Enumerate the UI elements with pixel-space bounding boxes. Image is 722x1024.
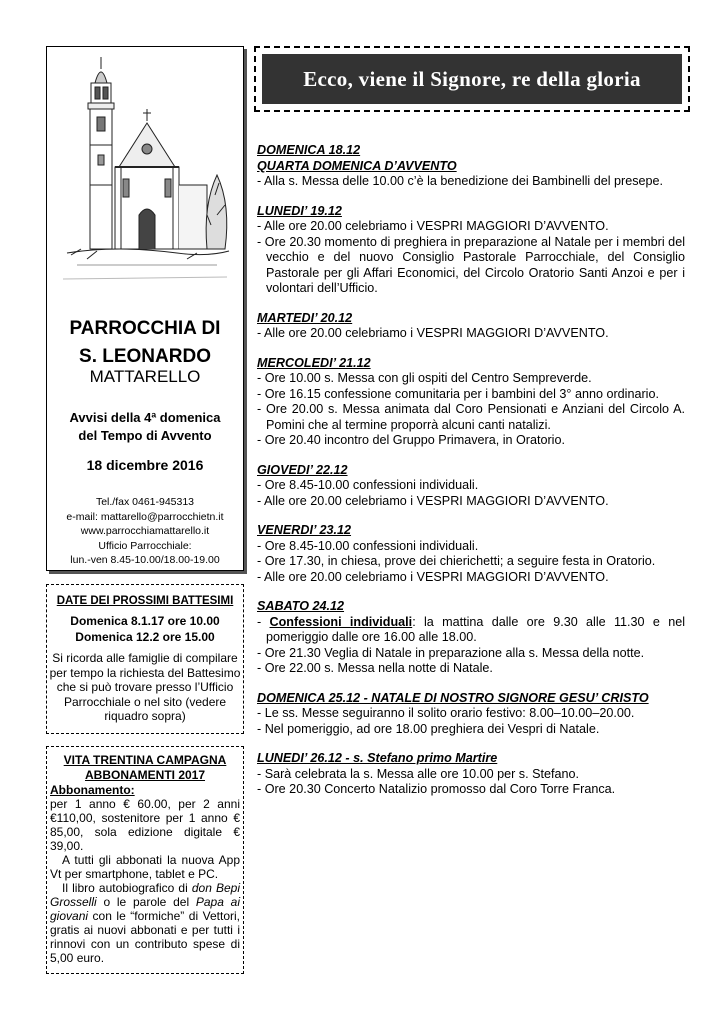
parish-name-line2: S. LEONARDO [79,346,211,367]
day-heading: MARTEDI’ 20.12 [257,310,353,325]
schedule-item: - Ore 20.30 momento di preghiera in preparazione al Natale per i membri del vecchio e del nuovo Consiglio Pastorale Parrocchiale, del Consiglio Pastorale per gli Affari Economici, del Circolo Oratorio Santi Anzoi e per i volontari dell’Ufficio. [257,234,685,295]
schedule-item: - Ore 20.00 s. Messa animata dal Coro Pensionati e Anziani del Circolo A. Pomini che al termine proporrà alcuni canti natalizi. [257,402,685,432]
parish-info-box [46,46,244,571]
schedule-item: - Alle ore 20.00 celebriamo i VESPRI MAGGIORI D’AVVENTO. [257,326,609,340]
notice-title [47,409,243,445]
contact-office-hours: lun.-ven 8.45-10.00/18.00-19.00 [70,554,220,566]
schedule-item: - Ore 8.45-10.00 confessioni individuali. [257,538,479,553]
item-lead-rest: : la mattina dalle ore 9.30 alle 11.30 e nel pomeriggio dalle ore 16.00 alle 18.00. [266,614,685,644]
schedule-item: - Alle ore 20.00 celebriamo i VESPRI MAGGIORI D’AVVENTO. [257,219,609,233]
parish-place: MATTARELLO [89,367,201,386]
church-illustration [57,55,233,295]
schedule-item: - Sarà celebrata la s. Messa alle ore 10.00 per s. Stefano. [257,766,580,781]
subscription-app: A tutti gli abbonati la nuova App Vt per smartphone, tablet e PC. [50,853,240,881]
baptism-dates [47,613,243,645]
vita-trentina-title-line2: ABBONAMENTI 2017 [84,768,206,782]
notice-title-line2: del Tempo di Avvento [78,428,212,443]
schedule-item: - Ore 21.30 Veglia di Natale in preparazione alla s. Messa della notte. [257,645,645,660]
item-bold-lead: Confessioni individuali [269,614,413,629]
book-text-c: con le “formiche” di Vettori, gratis ai nuovi abbonati e per tutti i rinnovi con un contributo spese di 5,00 euro. [50,909,240,965]
schedule-day [257,463,685,510]
schedule-item: - Alla s. Messa delle 10.00 c’è la benedizione dei Bambinelli del presepe. [257,174,664,188]
title-banner-frame [254,46,690,112]
book-title: Papa ai giovani [50,895,240,923]
notice-date: 18 dicembre 2016 [86,457,204,473]
day-heading: LUNEDI’ 26.12 - s. Stefano primo Martire [257,751,498,765]
day-heading: DOMENICA 25.12 - NATALE DI NOSTRO SIGNORE GESU’ CRISTO [257,690,649,705]
day-heading: SABATO 24.12 [257,599,345,613]
day-heading: DOMENICA 18.12 [257,143,361,157]
contact-office-label: Ufficio Parrocchiale: [98,539,192,552]
baptism-note: Si ricorda alle famiglie di compilare per tempo la richiesta del Battesimo che si può trovare presso l’Ufficio Parrocchiale o nel sito (vedere riquadro sopra) [49,651,241,723]
schedule-day [257,751,685,798]
notice-title-line1: Avvisi della 4ª domenica [69,410,221,425]
schedule-item: - Nel pomeriggio, ad ore 18.00 preghiera dei Vespri di Natale. [257,721,600,736]
schedule-day [257,143,685,190]
baptism-title: DATE DEI PROSSIMI BATTESIMI [56,595,234,607]
day-heading: GIOVEDI’ 22.12 [257,462,348,477]
contact-phone: Tel./fax 0461-945313 [95,496,195,508]
schedule-item: - Ore 10.00 s. Messa con gli ospiti del Centro Sempreverde. [257,371,592,385]
schedule-day [257,356,685,449]
book-text-a: Il libro autobiografico di [62,881,192,895]
schedule-item: - Ore 22.00 s. Messa nella notte di Natale. [257,661,493,675]
book-author: don Bepi Grosselli [50,881,240,909]
title-banner: Ecco, viene il Signore, re della gloria [262,54,682,104]
subscription-label: Abbonamento: [50,783,135,797]
schedule-item: - Ore 20.30 Concerto Natalizio promosso dal Coro Torre Franca. [257,782,616,796]
schedule-item: - Confessioni individuali: la mattina dalle ore 9.30 alle 11.30 e nel pomeriggio dalle ore 16.00 alle 18.00. [257,614,685,644]
baptism-date-2: Domenica 12.2 ore 15.00 [75,630,215,644]
vita-trentina-title-line1: VITA TRENTINA CAMPAGNA [63,753,227,767]
day-heading: LUNEDI’ 19.12 [257,203,342,218]
schedule-item: - Alle ore 20.00 celebriamo i VESPRI MAGGIORI D’AVVENTO. [257,569,609,584]
schedule-day [257,204,685,297]
contact-website: www.parrocchiamattarello.it [80,525,210,537]
parish-name-line1: PARROCCHIA DI [69,318,221,339]
baptism-box [46,584,244,734]
contact-info [47,495,243,568]
parish-name [47,315,243,371]
schedule-day [257,523,685,585]
vita-trentina-box [46,746,244,974]
day-heading: VENERDI’ 23.12 [257,523,352,537]
contact-email: e-mail: mattarello@parrocchietn.it [66,510,224,523]
subscription-prices: per 1 anno € 60.00, per 2 anni €110,00, sostenitore per 1 anno € 85,00, sola edizione digitale € 39,00. [50,797,240,853]
day-heading: MERCOLEDI’ 21.12 [257,355,371,370]
subscription-book [47,881,243,965]
book-text-b: o le parole del [96,895,196,909]
schedule-item: - Ore 20.40 incontro del Gruppo Primavera, in Oratorio. [257,433,565,447]
schedule-day [257,691,685,738]
schedule-item: - Ore 8.45-10.00 confessioni individuali. [257,478,479,492]
schedule-item: - Alle ore 20.00 celebriamo i VESPRI MAGGIORI D’AVVENTO. [257,493,609,508]
day-subheading: QUARTA DOMENICA D’AVVENTO [257,158,457,173]
schedule-day [257,311,685,342]
schedule-item: - Ore 17.30, in chiesa, prove dei chierichetti; a seguire festa in Oratorio. [257,554,656,568]
schedule-day [257,599,685,677]
schedule-item: - Le ss. Messe seguiranno il solito orario festivo: 8.00–10.00–20.00. [257,706,635,720]
weekly-schedule [257,143,685,812]
baptism-date-1: Domenica 8.1.17 ore 10.00 [70,614,220,628]
schedule-item: - Ore 16.15 confessione comunitaria per i bambini del 3° anno ordinario. [257,386,659,401]
vita-trentina-title [47,753,243,783]
